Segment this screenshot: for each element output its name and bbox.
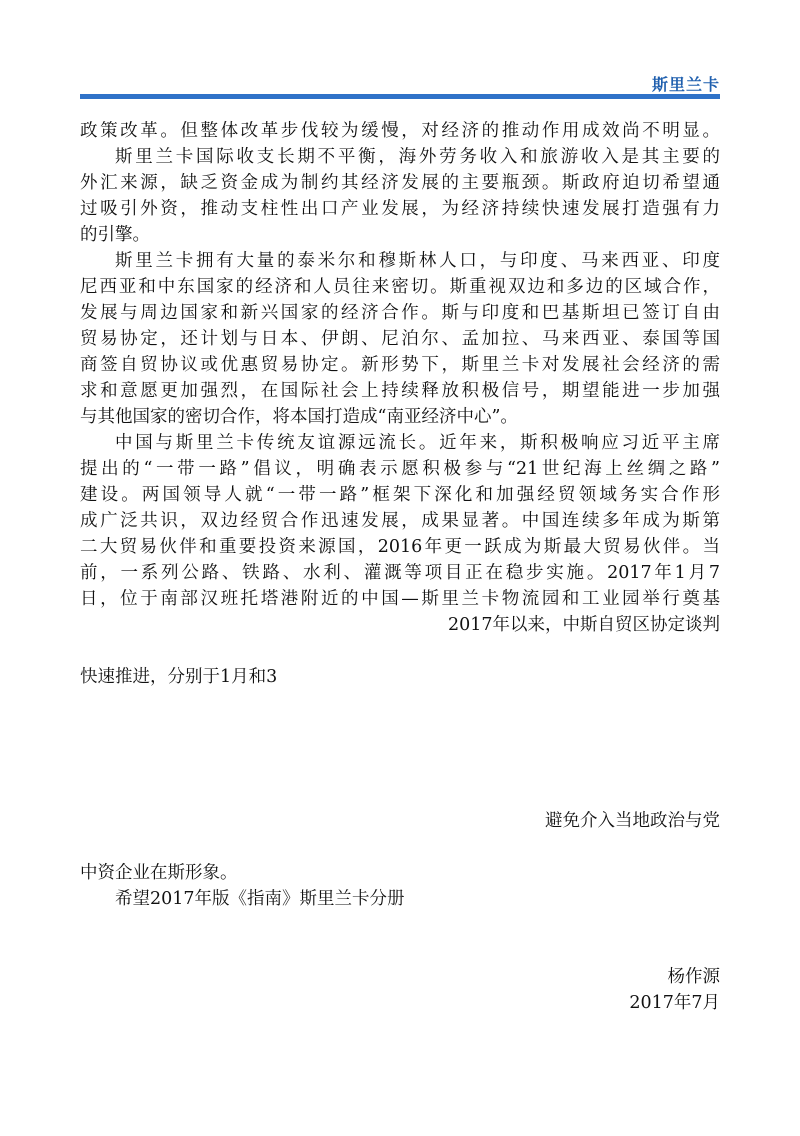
text-line: 斯里兰卡拥有大量的泰米尔和穆斯林人口，与印度、马来西亚、印度 xyxy=(115,251,720,271)
text-line: 避免介入当地政治与党 xyxy=(545,811,720,831)
text-line: 日，位于南部汉班托塔港附近的中国—斯里兰卡物流园和工业园举行奠基 xyxy=(80,589,720,609)
text-line: 外汇来源，缺乏资金成为制约其经济发展的主要瓶颈。斯政府迫切希望通 xyxy=(80,173,720,193)
text-line: 2017年以来，中斯自贸区协定谈判 xyxy=(447,615,720,635)
section-title: 斯里兰卡 xyxy=(651,75,720,94)
text-line: 成广泛共识，双边经贸合作迅速发展，成果显著。中国连续多年成为斯第 xyxy=(80,511,720,531)
text-line: 的引擎。 xyxy=(80,225,150,245)
text-line: 尼西亚和中东国家的经济和人员往来密切。斯重视双边和多边的区域合作， xyxy=(80,277,720,297)
text-line: 求和意愿更加强烈，在国际社会上持续释放积极信号，期望能进一步加强 xyxy=(80,381,720,401)
signature-name: 杨作源 xyxy=(667,967,720,987)
text-line: 希望2017年版《指南》斯里兰卡分册 xyxy=(115,889,405,909)
text-line: 中资企业在斯形象。 xyxy=(80,863,238,883)
header-divider xyxy=(80,94,720,99)
text-line: 提出的“一带一路”倡议，明确表示愿积极参与“21世纪海上丝绸之路” xyxy=(80,459,720,479)
text-line: 政策改革。但整体改革步伐较为缓慢，对经济的推动作用成效尚不明显。 xyxy=(80,121,720,141)
text-line: 与其他国家的密切合作，将本国打造成“南亚经济中心”。 xyxy=(80,407,518,427)
text-line: 二大贸易伙伴和重要投资来源国，2016年更一跃成为斯最大贸易伙伴。当 xyxy=(80,537,720,557)
text-line: 斯里兰卡国际收支长期不平衡，海外劳务收入和旅游收入是其主要的 xyxy=(115,147,720,167)
signature-date: 2017年7月 xyxy=(629,993,720,1013)
text-line: 贸易协定，还计划与日本、伊朗、尼泊尔、孟加拉、马来西亚、泰国等国 xyxy=(80,329,720,349)
text-line: 中国与斯里兰卡传统友谊源远流长。近年来，斯积极响应习近平主席 xyxy=(115,433,720,453)
text-line: 建设。两国领导人就“一带一路”框架下深化和加强经贸领域务实合作形 xyxy=(80,485,720,505)
text-line: 过吸引外资，推动支柱性出口产业发展，为经济持续快速发展打造强有力 xyxy=(80,199,720,219)
body-text xyxy=(80,118,720,912)
text-line: 商签自贸协议或优惠贸易协定。新形势下，斯里兰卡对发展社会经济的需 xyxy=(80,355,720,375)
text-line: 发展与周边国家和新兴国家的经济合作。斯与印度和巴基斯坦已签订自由 xyxy=(80,303,720,323)
text-line: 前，一系列公路、铁路、水利、灌溉等项目正在稳步实施。2017年1月7 xyxy=(80,563,720,583)
text-line: 快速推进，分别于1月和3 xyxy=(80,667,278,687)
